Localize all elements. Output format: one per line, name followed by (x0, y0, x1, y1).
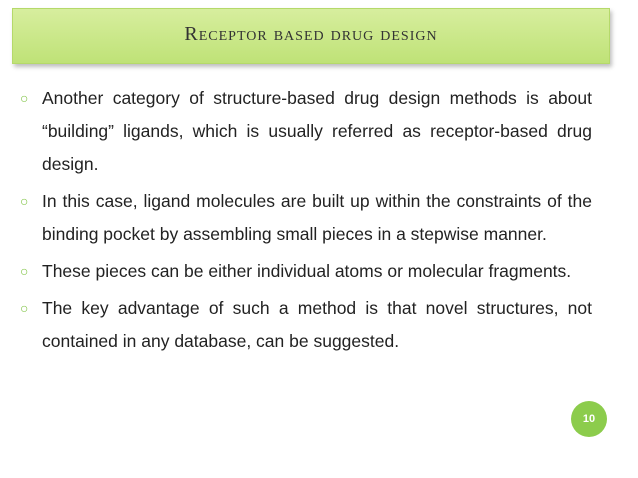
bullet-text: In this case, ligand molecules are built up within the constraints of the binding pocket by assembling small pieces in a stepwise manner. (42, 191, 592, 244)
slide-title-bar (12, 8, 610, 64)
bullet-item (20, 82, 592, 181)
bullet-text: Another category of structure-based drug design methods is about “building” ligands, which is usually referred as receptor-based drug design. (42, 88, 592, 174)
bullet-item (20, 185, 592, 251)
bullet-circle-icon: ○ (20, 193, 29, 209)
bullet-circle-icon: ○ (20, 300, 29, 316)
bullet-item (20, 255, 592, 288)
bullet-circle-icon: ○ (20, 263, 29, 279)
bullet-text: These pieces can be either individual atoms or molecular fragments. (42, 261, 572, 281)
bullet-circle-icon: ○ (20, 90, 29, 106)
bullet-text: The key advantage of such a method is that novel structures, not contained in any database, can be suggested. (42, 298, 592, 351)
bullet-item (20, 292, 592, 358)
slide-title: Receptor based drug design (184, 23, 438, 45)
bullet-list (20, 82, 592, 362)
page-number-badge: 10 (571, 401, 607, 437)
